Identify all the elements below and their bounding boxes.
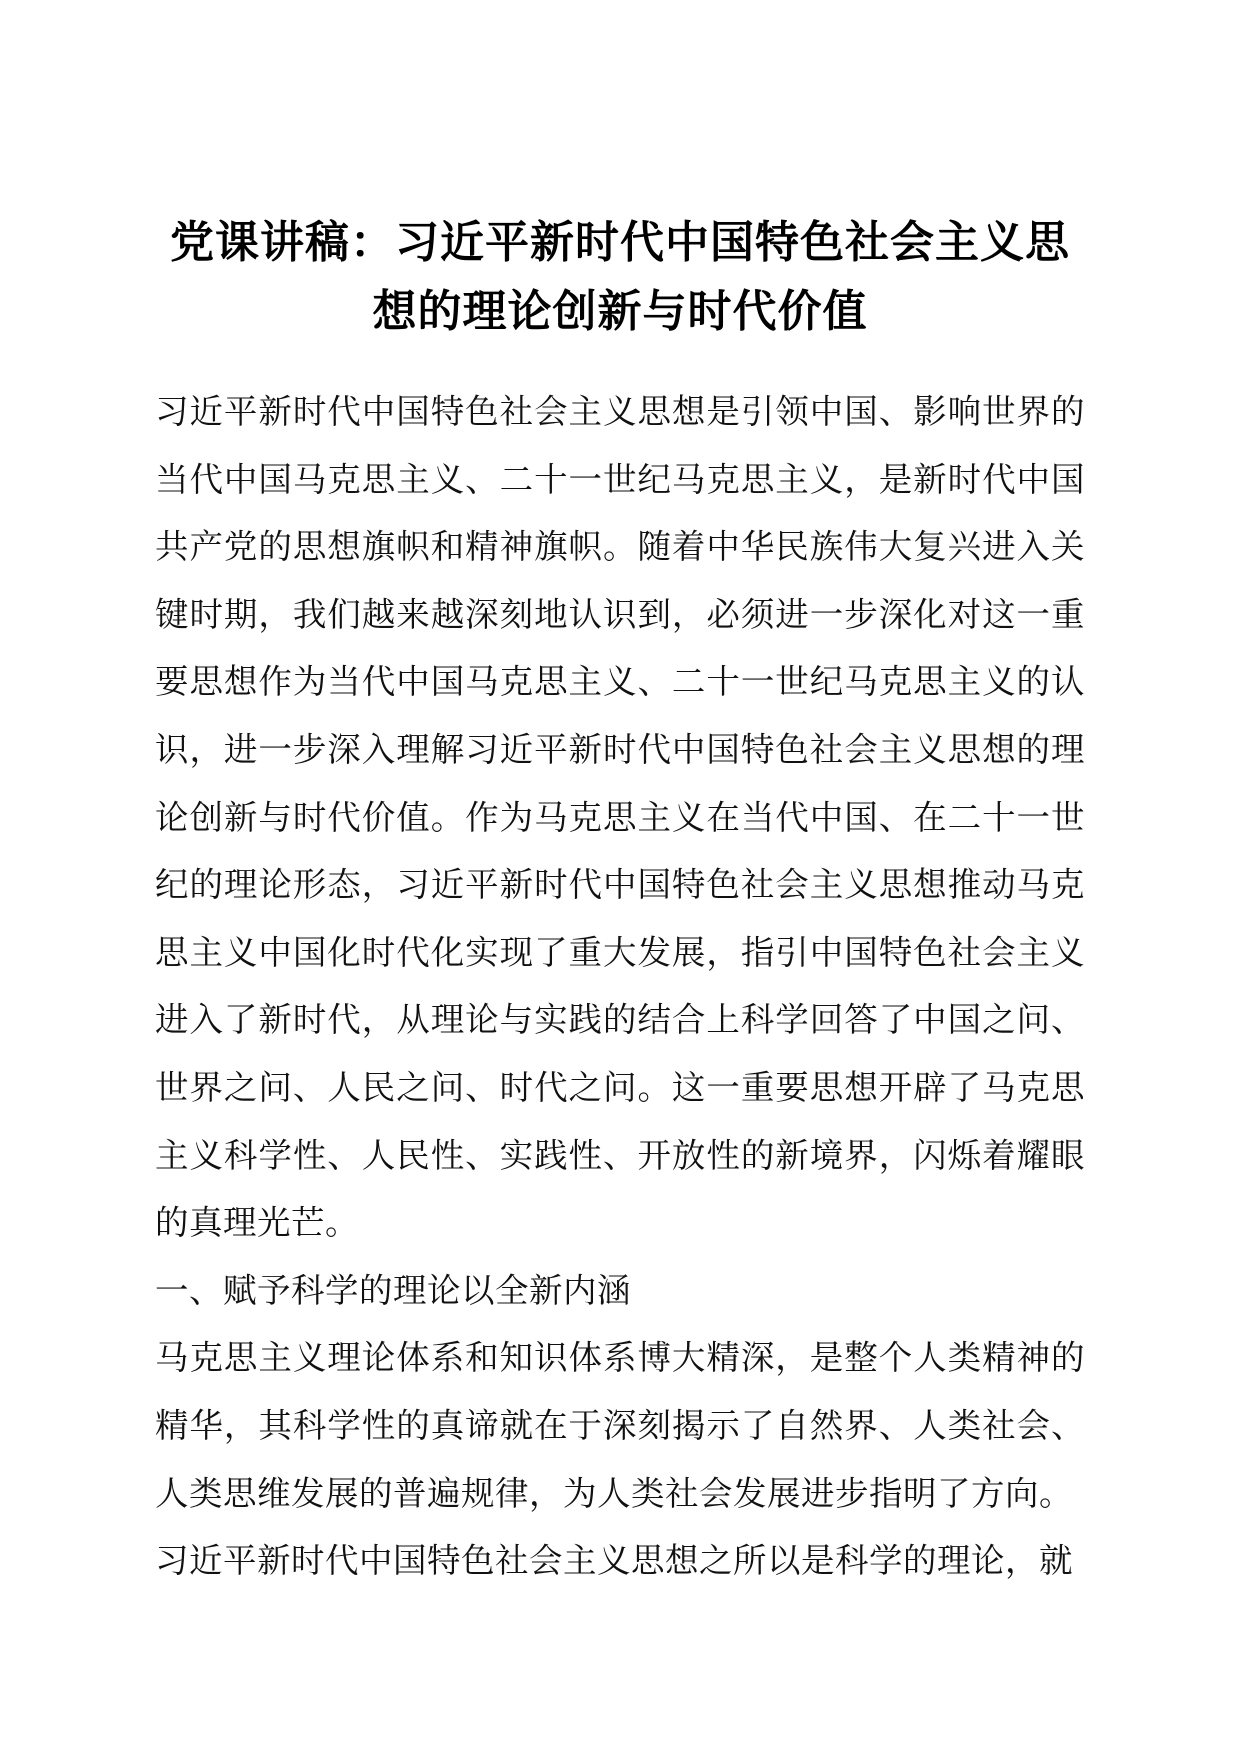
intro-paragraph: 习近平新时代中国特色社会主义思想是引领中国、影响世界的当代中国马克思主义、二十一世纪马克思主义，是新时代中国共产党的思想旗帜和精神旗帜。随着中华民族伟大复兴进入关键时期，我们越来越深刻地认识到，必须进一步深化对这一重要思想作为当代中国马克思主义、二十一世纪马克思主义的认识，进一步深入理解习近平新时代中国特色社会主义思想的理论创新与时代价值。作为马克思主义在当代中国、在二十一世纪的理论形态，习近平新时代中国特色社会主义思想推动马克思主义中国化时代化实现了重大发展，指引中国特色社会主义进入了新时代，从理论与实践的结合上科学回答了中国之问、世界之问、人民之问、时代之问。这一重要思想开辟了马克思主义科学性、人民性、实践性、开放性的新境界，闪烁着耀眼的真理光芒。 <box>155 392 1085 1243</box>
document-title: 党课讲稿：习近平新时代中国特色社会主义思想的理论创新与时代价值 <box>170 217 1070 337</box>
section-paragraph: 马克思主义理论体系和知识体系博大精深，是整个人类精神的精华，其科学性的真谛就在于深刻揭示了自然界、人类社会、人类思维发展的普遍规律，为人类社会发展进步指明了方向。 <box>155 1338 1085 1513</box>
section-paragraph-continued: 习近平新时代中国特色社会主义思想之所以是科学的理论，就 <box>155 1541 1073 1581</box>
document-body <box>155 378 1085 1595</box>
section-heading: 一、赋予科学的理论以全新内涵 <box>155 1270 631 1310</box>
